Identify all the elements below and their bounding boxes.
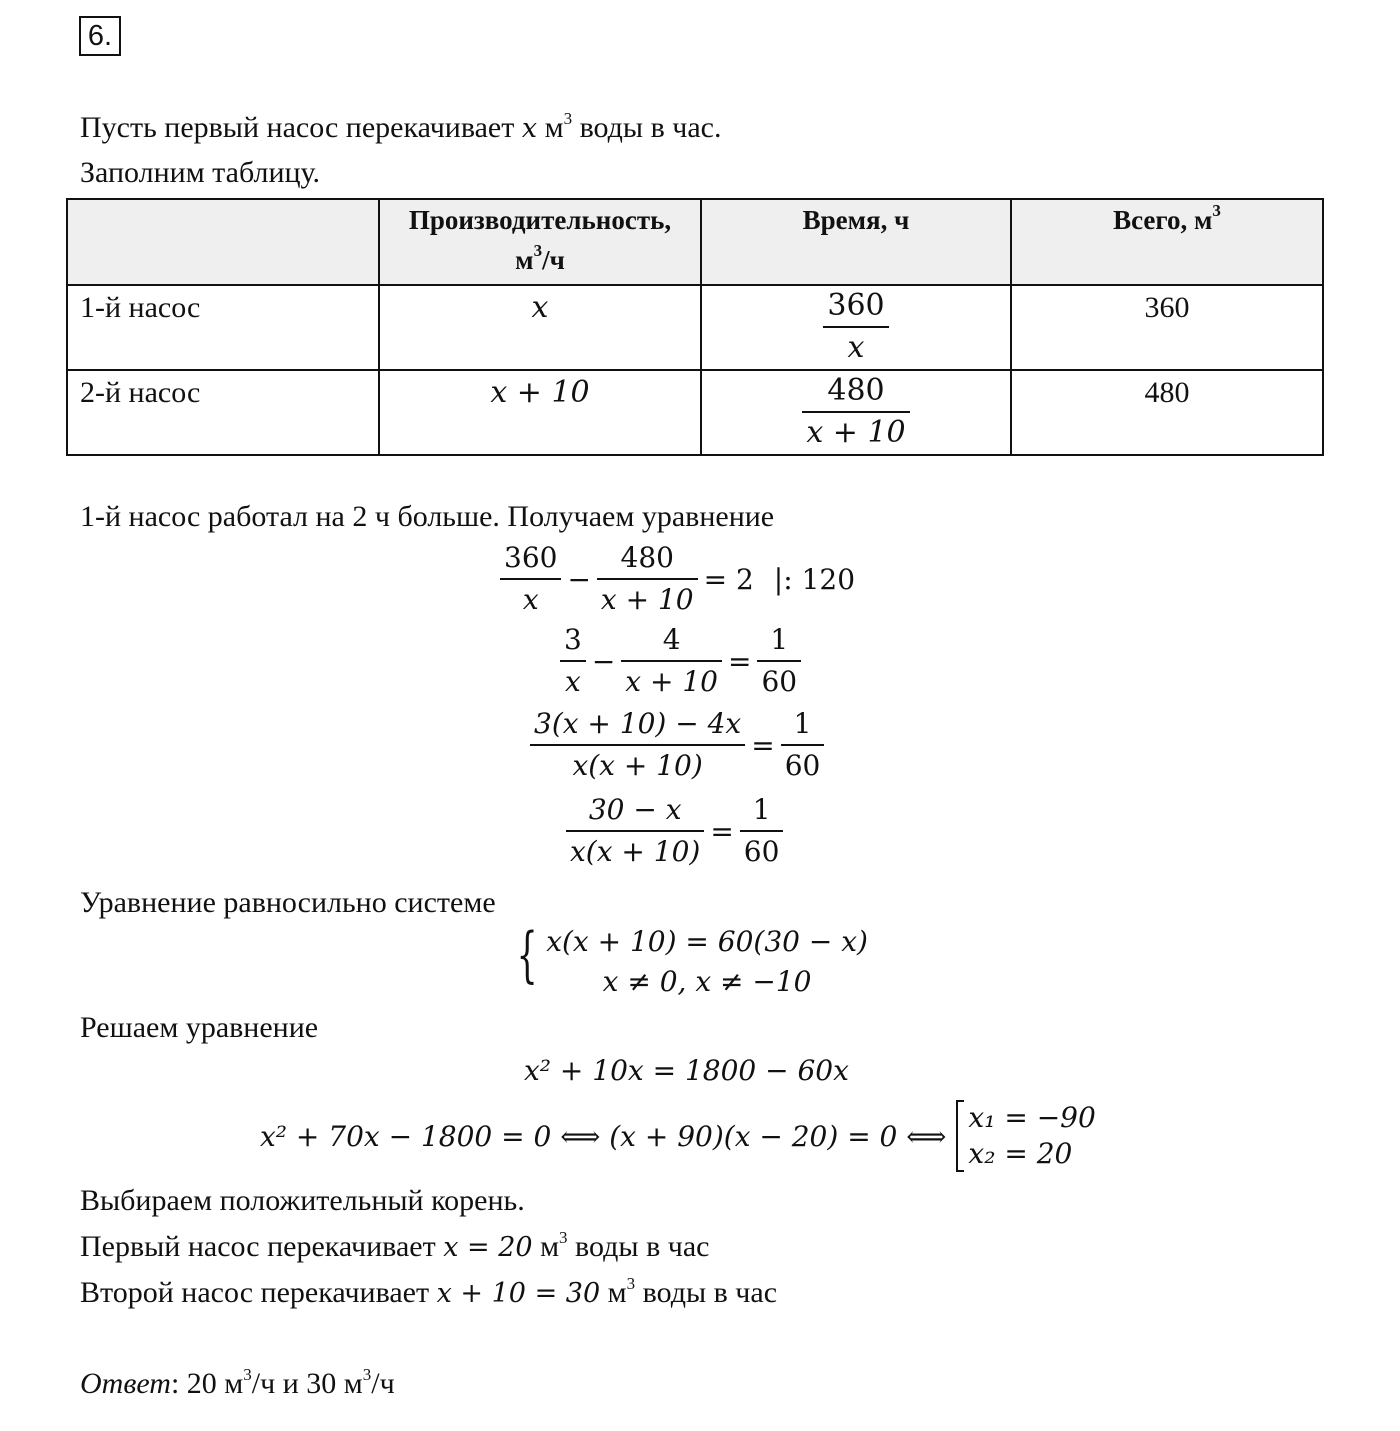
eq2-frac-a: $\frac{3}{x}$ xyxy=(560,620,586,702)
table-row xyxy=(67,285,1323,370)
equation-intro: 1-й насос работал на 2 ч больше. Получаем уравнение xyxy=(80,500,775,533)
table-row xyxy=(67,370,1323,455)
row-label: 1-й насос xyxy=(67,285,379,370)
first-pump-math: x = 20 xyxy=(443,1232,533,1263)
solve-intro: Решаем уравнение xyxy=(80,1011,319,1044)
pump-table xyxy=(66,198,1324,456)
intro-line-1-post: воды в час. xyxy=(579,111,722,144)
equation-3: $\frac{3(x + 10) - 4x}{x(x + 10)}$ = $\frac{1}{60}$ xyxy=(530,704,824,786)
row-time-fraction: $\frac{480}{x + 10}$ xyxy=(802,371,909,453)
intro-unit: м xyxy=(544,111,564,144)
row-time xyxy=(701,370,1011,455)
row-rate: x + 10 xyxy=(379,370,701,455)
equation-4: $\frac{30 - x}{x(x + 10)}$ = $\frac{1}{60}$ xyxy=(566,790,783,872)
equation-2: $\frac{3}{x}$ − $\frac{4}{x + 10}$ = $\frac{1}{60}$ xyxy=(560,620,801,702)
eq2-frac-c: $\frac{1}{60}$ xyxy=(757,620,801,702)
row-time xyxy=(701,285,1011,370)
intro-unit-sup: 3 xyxy=(563,109,573,128)
eq3-frac: $\frac{3(x + 10) - 4x}{x(x + 10)}$ xyxy=(530,704,745,786)
equation-5: x² + 10x = 1800 − 60x xyxy=(524,1054,849,1087)
eq2-frac-b: $\frac{4}{x + 10}$ xyxy=(621,620,722,702)
eq4-frac-c: $\frac{1}{60}$ xyxy=(740,790,784,872)
root-2: x₂ = 20 xyxy=(968,1137,1073,1170)
row-total: 480 xyxy=(1011,370,1323,455)
answer-label: Ответ xyxy=(80,1367,171,1400)
choose-text: Выбираем положительный корень. xyxy=(80,1184,525,1217)
root-1: x₁ = −90 xyxy=(968,1101,1096,1134)
second-pump-math: x + 10 = 30 xyxy=(436,1278,601,1309)
eq1-frac-a: $\frac{360}{x}$ xyxy=(500,538,561,620)
eq3-frac-c: $\frac{1}{60}$ xyxy=(781,704,825,786)
row-time-fraction: $\frac{360}{x}$ xyxy=(823,286,888,368)
system-intro: Уравнение равносильно системе xyxy=(80,886,496,919)
table-header-total: Всего, $м^3$ xyxy=(1011,199,1323,285)
second-pump-result: Второй насос перекачивает x + 10 = 30 $м^3$ воды в час xyxy=(80,1274,778,1309)
equation-6 xyxy=(260,1100,1096,1172)
table-header-empty xyxy=(67,199,379,285)
intro-line-2: Заполним таблицу. xyxy=(80,156,321,189)
eq6-text: x² + 70x − 1800 = 0 ⟺ (x + 90)(x − 20) = 0 ⟺ xyxy=(260,1119,947,1153)
equation-system xyxy=(508,922,868,1002)
eq1-frac-b: $\frac{480}{x + 10}$ xyxy=(597,538,698,620)
roots-block xyxy=(956,1100,1095,1172)
system-line-2: x ≠ 0, x ≠ −10 xyxy=(602,965,812,998)
table-header-rate-line2: $м^3/ч$ xyxy=(515,241,565,275)
intro-line-1 xyxy=(80,110,721,150)
task-number: 6. xyxy=(79,16,121,56)
intro-line-1-pre: Пусть первый насос перекачивает xyxy=(80,111,515,144)
row-label: 2-й насос xyxy=(67,370,379,455)
row-rate: x xyxy=(379,285,701,370)
eq4-frac: $\frac{30 - x}{x(x + 10)}$ xyxy=(566,790,704,872)
row-total: 360 xyxy=(1011,285,1323,370)
system-line-1: x(x + 10) = 60(30 − x) xyxy=(546,925,868,958)
curly-brace: { xyxy=(516,920,538,990)
first-pump-result: Первый насос перекачивает x = 20 $м^3$ воды в час xyxy=(80,1228,710,1263)
equation-1: $\frac{360}{x}$ − $\frac{480}{x + 10}$ = 2 |: 120 xyxy=(500,538,900,620)
intro-variable: x xyxy=(521,113,538,144)
table-header-row xyxy=(67,199,1323,285)
table-header-time: Время, ч xyxy=(701,199,1011,285)
square-bracket xyxy=(956,1100,964,1172)
table-header-rate-line1: Производительность, xyxy=(408,205,672,235)
eq1-rhs: = 2 xyxy=(703,562,754,596)
answer: Ответ: 20 $м^3/ч$ и 30 $м^3/ч$ xyxy=(80,1365,395,1400)
eq1-note: |: 120 xyxy=(773,562,856,596)
table-header-rate xyxy=(379,199,701,285)
